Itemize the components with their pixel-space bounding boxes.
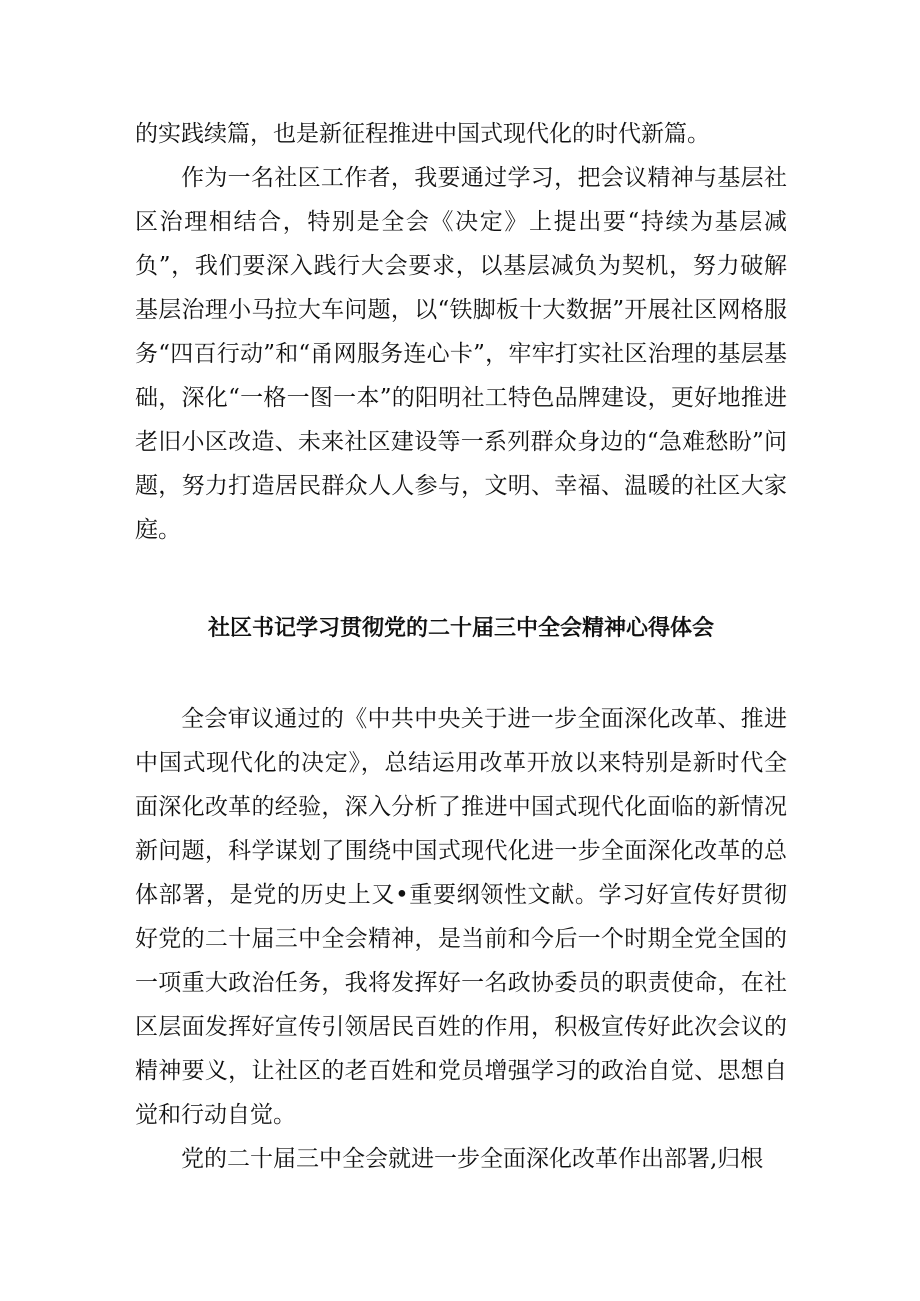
document-body: [135, 112, 787, 1181]
paragraph-reform-deployment: 党的二十届三中全会就进一步全面深化改革作出部署,归根: [181, 1146, 764, 1172]
paragraph-decision-summary: 全会审议通过的《中共中央关于进一步全面深化改革、推进中国式现代化的决定》，总结运用改革开放以来特别是新时代全面深化改革的经验，深入分析了推进中国式现代化面临的新情况新问题，科学谋划了围绕中国式现代化进一步全面深化改革的总体部署，是党的历史上又•重要纲领性文献。学习好宣传好贯彻好党的二十届三中全会精神，是当前和今后一个时期全党全国的一项重大政治任务，我将发挥好一名政协委员的职责使命，在社区层面发挥好宣传引领居民百姓的作用，积极宣传好此次会议的精神要义，让社区的老百姓和党员增强学习的政治自觉、思想自觉和行动自觉。: [135, 706, 787, 1128]
section-title: 社区书记学习贯彻党的二十届三中全会精神心得体会: [207, 616, 714, 641]
paragraph-community-worker: 作为一名社区工作者，我要通过学习，把会议精神与基层社区治理相结合，特别是全会《决定》上提出要“持续为基层减负”，我们要深入践行大会要求，以基层减负为契机，努力破解基层治理小马拉大车问题，以“铁脚板十大数据”开展社区网格服务“四百行动”和“甬网服务连心卡”，牢牢打实社区治理的基层基础，深化“一格一图一本”的阳明社工特色品牌建设，更好地推进老旧小区改造、未来社区建设等一系列群众身边的“急难愁盼”问题，努力打造居民群众人人参与，文明、幸福、温暖的社区大家庭。: [135, 165, 787, 543]
paragraph-continuation: 的实践续篇，也是新征程推进中国式现代化的时代新篇。: [135, 121, 710, 147]
